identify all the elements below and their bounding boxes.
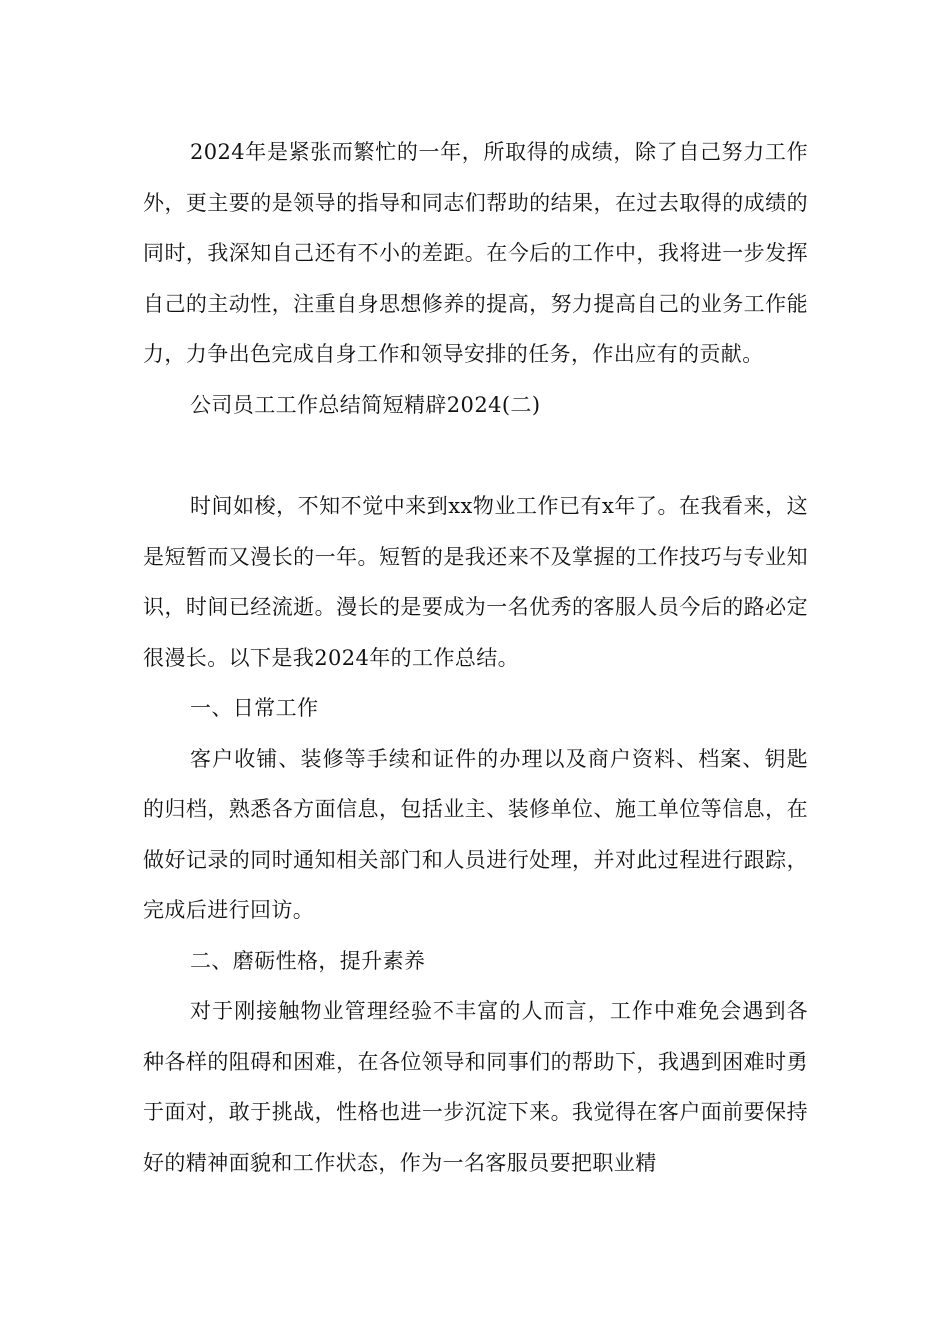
paragraph-summary-2024: 2024年是紧张而繁忙的一年，所取得的成绩，除了自己努力工作外，更主要的是领导的指导和同志们帮助的结果，在过去取得的成绩的同时，我深知自己还有不小的差距。在今后的工作中，我将进一步发挥自己的主动性，注重自身思想修养的提高，努力提高自己的业务工作能力，力争出色完成自身工作和领导安排的任务，作出应有的贡献。 [143, 140, 808, 366]
document-body [143, 127, 808, 1188]
paragraph-daily-work: 客户收铺、装修等手续和证件的办理以及商户资料、档案、钥匙的归档，熟悉各方面信息，包括业主、装修单位、施工单位等信息，在做好记录的同时通知相关部门和人员进行处理，并对此过程进行跟踪，完成后进行回访。 [143, 746, 808, 922]
section-title-part-two: 公司员工工作总结简短精辟2024(二) [190, 392, 541, 417]
paragraph-intro: 时间如梭，不知不觉中来到xx物业工作已有x年了。在我看来，这是短暂而又漫长的一年。短暂的是我还来不及掌握的工作技巧与专业知识，时间已经流逝。漫长的是要成为一名优秀的客服人员今后的路必定很漫长。以下是我2024年的工作总结。 [143, 494, 808, 670]
heading-character: 二、磨砺性格，提升素养 [190, 948, 426, 973]
blank-line [143, 430, 808, 481]
heading-daily-work: 一、日常工作 [190, 696, 319, 720]
paragraph-character: 对于刚接触物业管理经验不丰富的人而言，工作中难免会遇到各种各样的阻碍和困难，在各位领导和同事们的帮助下，我遇到困难时勇于面对，敢于挑战，性格也进一步沉淀下来。我觉得在客户面前要保持好的精神面貌和工作状态，作为一名客服员要把职业精 [143, 999, 808, 1175]
